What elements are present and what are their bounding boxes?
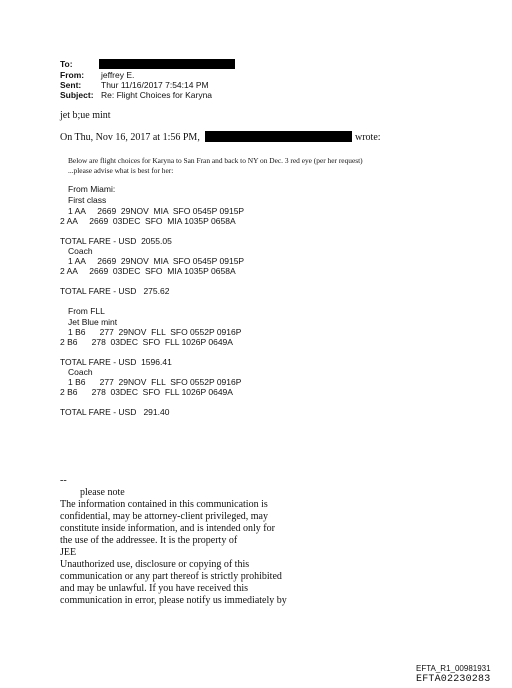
quote-wrote: wrote:: [355, 132, 381, 143]
disclaimer-line-8: and may be unlawful. If you have received this: [60, 583, 248, 594]
miami-coach-line-2: 2 AA 2669 03DEC SFO MIA 1035P 0658A: [60, 266, 236, 276]
fll-heading: From FLL: [68, 306, 105, 316]
miami-coach-total: TOTAL FARE - USD 275.62: [60, 286, 170, 296]
subject-value: Re: Flight Choices for Karyna: [101, 90, 213, 100]
sent-label: Sent:: [60, 80, 82, 90]
signature-note: please note: [80, 487, 125, 498]
fll-mint-line-1: 1 B6 277 29NOV FLL SFO 0552P 0916P: [68, 327, 242, 337]
from-value: jeffrey E.: [101, 70, 135, 80]
disclaimer-line-5: JEE: [60, 547, 77, 558]
disclaimer-line-4: the use of the addressee. It is the property of: [60, 535, 238, 546]
quote-intro: On Thu, Nov 16, 2017 at 1:56 PM,: [60, 132, 200, 143]
to-label: To:: [60, 59, 73, 69]
fll-coach-label: Coach: [68, 367, 93, 377]
disclaimer-line-1: The information contained in this communication is: [60, 499, 268, 510]
disclaimer-line-6: Unauthorized use, disclosure or copying of this: [60, 559, 250, 570]
redacted-sender: [205, 131, 352, 142]
footer-ref-2: EFTA02230283: [416, 674, 491, 685]
disclaimer-line-3: constitute inside information, and is intended only for: [60, 523, 275, 534]
miami-coach-line-1: 1 AA 2669 29NOV MIA SFO 0545P 0915P: [68, 256, 245, 266]
miami-heading: From Miami:: [68, 184, 116, 194]
miami-first-line-1: 1 AA 2669 29NOV MIA SFO 0545P 0915P: [68, 206, 245, 216]
fll-coach-line-1: 1 B6 277 29NOV FLL SFO 0552P 0916P: [68, 377, 242, 387]
fll-mint-label: Jet Blue mint: [68, 317, 118, 327]
signature-dashes: --: [60, 475, 67, 486]
sent-value: Thur 11/16/2017 7:54:14 PM: [101, 80, 209, 90]
intro-line-2: ...please advise what is best for her:: [68, 166, 174, 175]
reply-text: jet b;ue mint: [60, 110, 111, 121]
disclaimer-line-9: communication in error, please notify us immediately by: [60, 595, 287, 606]
disclaimer-line-2: confidential, may be attorney-client privileged, may: [60, 511, 268, 522]
intro-line-1: Below are flight choices for Karyna to San Fran and back to NY on Dec. 3 red eye (per her request): [68, 156, 363, 165]
miami-first-line-2: 2 AA 2669 03DEC SFO MIA 1035P 0658A: [60, 216, 236, 226]
miami-first-total: TOTAL FARE - USD 2055.05: [60, 236, 172, 246]
miami-first-class-label: First class: [68, 195, 107, 205]
from-label: From:: [60, 70, 85, 80]
disclaimer-line-7: communication or any part thereof is strictly prohibited: [60, 571, 282, 582]
redacted-recipient: [99, 59, 235, 69]
fll-coach-total: TOTAL FARE - USD 291.40: [60, 407, 170, 417]
miami-coach-label: Coach: [68, 246, 93, 256]
subject-label: Subject:: [60, 90, 94, 100]
fll-coach-line-2: 2 B6 278 03DEC SFO FLL 1026P 0649A: [60, 387, 233, 397]
fll-mint-total: TOTAL FARE - USD 1596.41: [60, 357, 172, 367]
fll-mint-line-2: 2 B6 278 03DEC SFO FLL 1026P 0649A: [60, 337, 233, 347]
footer-ref-1: EFTA_R1_00981931: [416, 664, 491, 673]
